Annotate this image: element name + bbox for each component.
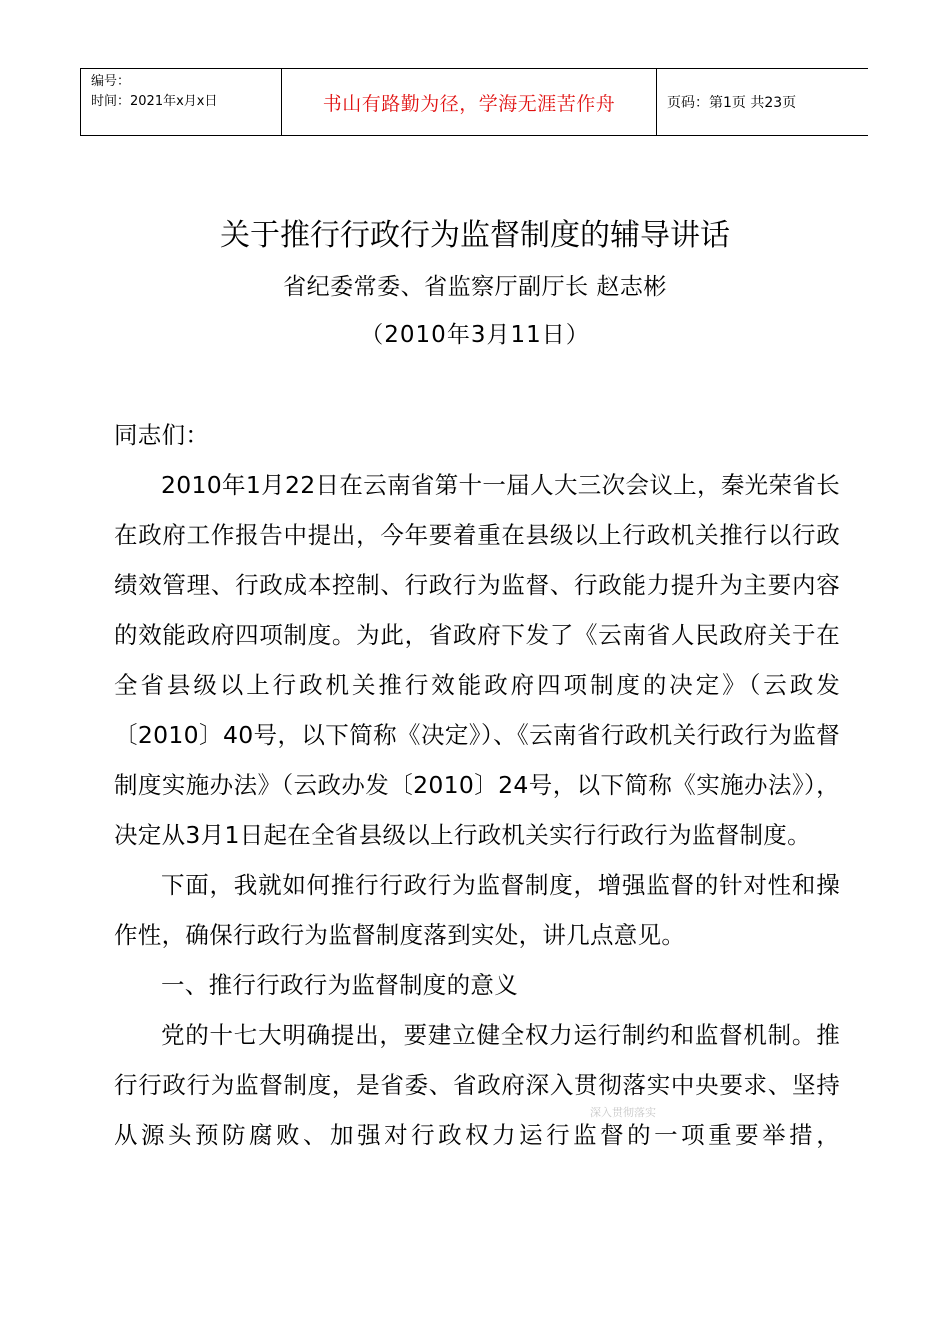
paragraph: 党的十七大明确提出，要建立健全权力运行制约和监督机制。推行行政行为监督制度，是省委、省政府深入贯彻落实中央要求、坚持从源头预防腐败、加强对行政权力运行监督的一项重要举措， [114, 1021, 840, 1149]
page-counter: 页码：第1页 共23页 [656, 69, 868, 135]
header-meta-cell [80, 69, 281, 135]
document-date: （2010年3月11日） [360, 322, 590, 348]
document-title: 关于推行行政行为监督制度的辅导讲话 [220, 218, 730, 253]
document-body [114, 410, 840, 1160]
document-subtitle: 省纪委常委、省监察厅副厅长 赵志彬 [283, 274, 667, 300]
document-number-label: 编号： [91, 74, 131, 89]
watermark-text: 深入贯彻落实 [590, 1106, 656, 1119]
salutation: 同志们： [114, 421, 210, 449]
paragraph: 2010年1月22日在云南省第十一届人大三次会议上，秦光荣省长在政府工作报告中提出，今年要着重在县级以上行政机关推行以行政绩效管理、行政成本控制、行政行为监督、行政能力提升为主要内容的效能政府四项制度。为此，省政府下发了《云南省人民政府关于在全省县级以上行政机关推行效能政府四项制度的决定》（云政发〔2010〕40号，以下简称《决定》）、《云南省行政机关行政行为监督制度实施办法》（云政办发〔2010〕24号，以下简称《实施办法》），决定从3月1日起在全省县级以上行政机关实行行政行为监督制度。 [114, 471, 840, 849]
header-motto: 书山有路勤为径，学海无涯苦作舟 [281, 69, 656, 135]
document-header-table [80, 68, 868, 136]
document-time-label: 时间：2021年x月x日 [91, 94, 218, 109]
paragraph: 下面，我就如何推行行政行为监督制度，增强监督的针对性和操作性，确保行政行为监督制度落到实处，讲几点意见。 [114, 871, 840, 949]
section-heading: 一、推行行政行为监督制度的意义 [161, 971, 518, 999]
